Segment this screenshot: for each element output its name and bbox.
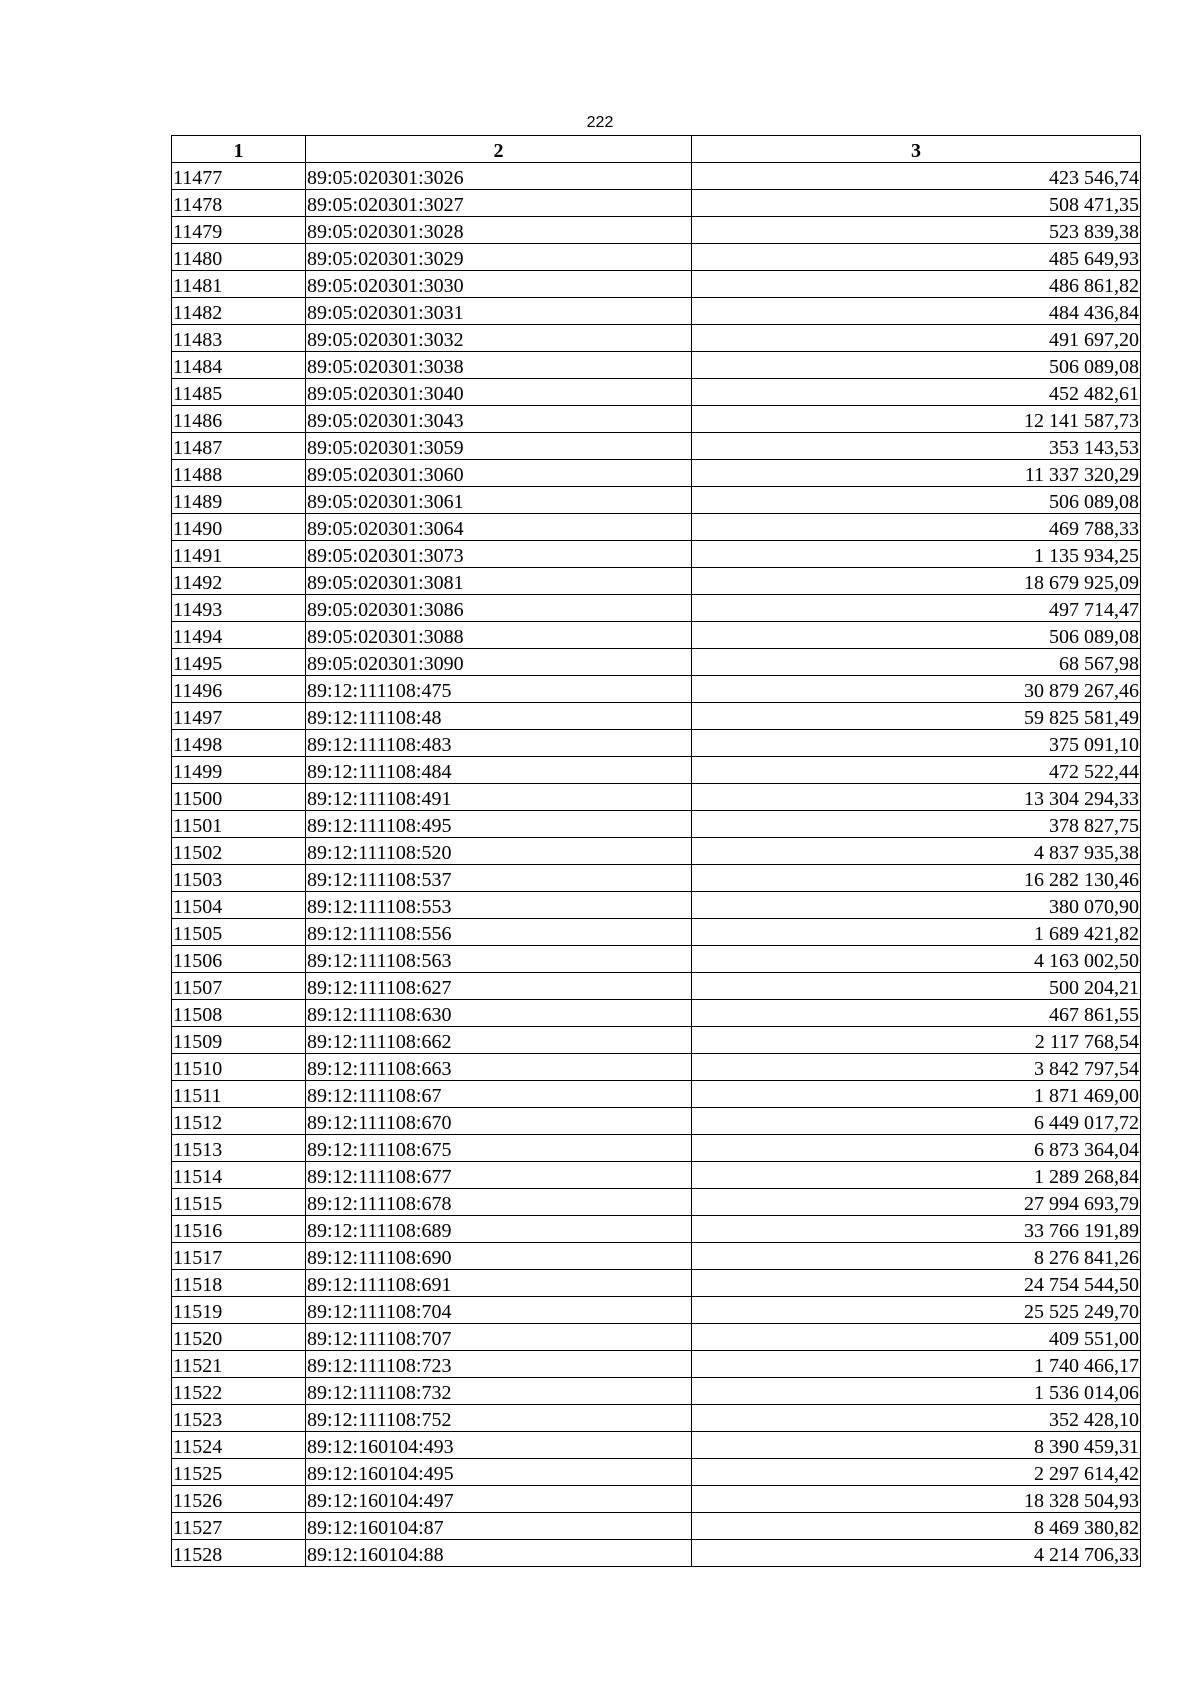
value-cell: 30 879 267,46 [692,676,1141,703]
table-row [172,676,1141,703]
row-number-cell: 11488 [172,460,306,487]
value-cell: 375 091,10 [692,730,1141,757]
row-number-cell: 11514 [172,1162,306,1189]
value-cell: 8 390 459,31 [692,1432,1141,1459]
row-number-cell: 11525 [172,1459,306,1486]
row-number-cell: 11495 [172,649,306,676]
value-cell: 25 525 249,70 [692,1297,1141,1324]
value-cell: 4 163 002,50 [692,946,1141,973]
cadastral-number-cell: 89:12:111108:732 [306,1378,692,1405]
row-number-cell: 11487 [172,433,306,460]
row-number-cell: 11500 [172,784,306,811]
row-number-cell: 11520 [172,1324,306,1351]
value-cell: 485 649,93 [692,244,1141,271]
cadastral-number-cell: 89:12:111108:689 [306,1216,692,1243]
value-cell: 8 469 380,82 [692,1513,1141,1540]
table-row [172,1189,1141,1216]
value-cell: 4 837 935,38 [692,838,1141,865]
row-number-cell: 11477 [172,163,306,190]
value-cell: 506 089,08 [692,487,1141,514]
value-cell: 59 825 581,49 [692,703,1141,730]
table-row [172,1162,1141,1189]
table-row [172,1378,1141,1405]
column-header-2: 2 [306,136,692,163]
value-cell: 27 994 693,79 [692,1189,1141,1216]
table-row [172,1216,1141,1243]
table-row [172,379,1141,406]
value-cell: 506 089,08 [692,352,1141,379]
row-number-cell: 11513 [172,1135,306,1162]
value-cell: 12 141 587,73 [692,406,1141,433]
cadastral-number-cell: 89:12:111108:752 [306,1405,692,1432]
row-number-cell: 11528 [172,1540,306,1567]
row-number-cell: 11512 [172,1108,306,1135]
cadastral-number-cell: 89:12:160104:497 [306,1486,692,1513]
cadastral-number-cell: 89:05:020301:3090 [306,649,692,676]
table-row [172,352,1141,379]
row-number-cell: 11497 [172,703,306,730]
value-cell: 1 689 421,82 [692,919,1141,946]
row-number-cell: 11480 [172,244,306,271]
cadastral-number-cell: 89:12:111108:690 [306,1243,692,1270]
table-row [172,649,1141,676]
row-number-cell: 11502 [172,838,306,865]
value-cell: 16 282 130,46 [692,865,1141,892]
value-cell: 467 861,55 [692,1000,1141,1027]
row-number-cell: 11491 [172,541,306,568]
table-row [172,1027,1141,1054]
table-row [172,1297,1141,1324]
table-row [172,244,1141,271]
value-cell: 1 871 469,00 [692,1081,1141,1108]
table-row [172,1432,1141,1459]
row-number-cell: 11508 [172,1000,306,1027]
table-row [172,1405,1141,1432]
row-number-cell: 11482 [172,298,306,325]
value-cell: 500 204,21 [692,973,1141,1000]
cadastral-number-cell: 89:12:111108:520 [306,838,692,865]
row-number-cell: 11527 [172,1513,306,1540]
table-row [172,811,1141,838]
table-row [172,217,1141,244]
table-row [172,1513,1141,1540]
value-cell: 68 567,98 [692,649,1141,676]
table-row [172,1081,1141,1108]
row-number-cell: 11492 [172,568,306,595]
value-cell: 472 522,44 [692,757,1141,784]
value-cell: 486 861,82 [692,271,1141,298]
table-row [172,271,1141,298]
value-cell: 484 436,84 [692,298,1141,325]
table-row [172,514,1141,541]
cadastral-number-cell: 89:05:020301:3081 [306,568,692,595]
cadastral-number-cell: 89:12:111108:48 [306,703,692,730]
cadastral-number-cell: 89:05:020301:3028 [306,217,692,244]
row-number-cell: 11481 [172,271,306,298]
cadastral-number-cell: 89:12:111108:495 [306,811,692,838]
value-cell: 18 328 504,93 [692,1486,1141,1513]
row-number-cell: 11478 [172,190,306,217]
row-number-cell: 11504 [172,892,306,919]
row-number-cell: 11486 [172,406,306,433]
value-cell: 2 297 614,42 [692,1459,1141,1486]
cadastral-number-cell: 89:12:111108:491 [306,784,692,811]
row-number-cell: 11522 [172,1378,306,1405]
value-cell: 497 714,47 [692,595,1141,622]
row-number-cell: 11490 [172,514,306,541]
cadastral-number-cell: 89:12:111108:723 [306,1351,692,1378]
cadastral-number-cell: 89:12:111108:537 [306,865,692,892]
value-cell: 1 135 934,25 [692,541,1141,568]
value-cell: 352 428,10 [692,1405,1141,1432]
cadastral-number-cell: 89:05:020301:3029 [306,244,692,271]
cadastral-number-cell: 89:12:111108:670 [306,1108,692,1135]
value-cell: 6 449 017,72 [692,1108,1141,1135]
cadastral-number-cell: 89:05:020301:3032 [306,325,692,352]
cadastral-number-cell: 89:12:160104:87 [306,1513,692,1540]
row-number-cell: 11496 [172,676,306,703]
table-row [172,595,1141,622]
row-number-cell: 11516 [172,1216,306,1243]
table-row [172,1000,1141,1027]
cadastral-number-cell: 89:12:111108:630 [306,1000,692,1027]
cadastral-value-table [171,135,1141,1567]
cadastral-number-cell: 89:12:111108:678 [306,1189,692,1216]
row-number-cell: 11526 [172,1486,306,1513]
row-number-cell: 11521 [172,1351,306,1378]
row-number-cell: 11489 [172,487,306,514]
row-number-cell: 11484 [172,352,306,379]
cadastral-number-cell: 89:05:020301:3061 [306,487,692,514]
table-row [172,1324,1141,1351]
value-cell: 1 740 466,17 [692,1351,1141,1378]
table-row [172,730,1141,757]
cadastral-number-cell: 89:05:020301:3059 [306,433,692,460]
row-number-cell: 11499 [172,757,306,784]
value-cell: 11 337 320,29 [692,460,1141,487]
cadastral-number-cell: 89:12:111108:707 [306,1324,692,1351]
table-row [172,1486,1141,1513]
table-row [172,1135,1141,1162]
table-row [172,703,1141,730]
cadastral-number-cell: 89:05:020301:3026 [306,163,692,190]
table-row [172,541,1141,568]
cadastral-number-cell: 89:12:111108:677 [306,1162,692,1189]
value-cell: 423 546,74 [692,163,1141,190]
table-row [172,163,1141,190]
cadastral-number-cell: 89:05:020301:3027 [306,190,692,217]
cadastral-number-cell: 89:05:020301:3038 [306,352,692,379]
row-number-cell: 11506 [172,946,306,973]
row-number-cell: 11493 [172,595,306,622]
cadastral-number-cell: 89:12:111108:704 [306,1297,692,1324]
value-cell: 380 070,90 [692,892,1141,919]
cadastral-number-cell: 89:05:020301:3088 [306,622,692,649]
row-number-cell: 11509 [172,1027,306,1054]
row-number-cell: 11494 [172,622,306,649]
table-body [172,163,1141,1567]
value-cell: 4 214 706,33 [692,1540,1141,1567]
cadastral-number-cell: 89:05:020301:3031 [306,298,692,325]
cadastral-number-cell: 89:05:020301:3086 [306,595,692,622]
row-number-cell: 11503 [172,865,306,892]
cadastral-number-cell: 89:12:111108:663 [306,1054,692,1081]
row-number-cell: 11501 [172,811,306,838]
cadastral-number-cell: 89:12:111108:556 [306,919,692,946]
column-header-3: 3 [692,136,1141,163]
table-row [172,433,1141,460]
value-cell: 409 551,00 [692,1324,1141,1351]
row-number-cell: 11511 [172,1081,306,1108]
table-row [172,190,1141,217]
row-number-cell: 11524 [172,1432,306,1459]
table-row [172,919,1141,946]
row-number-cell: 11518 [172,1270,306,1297]
value-cell: 508 471,35 [692,190,1141,217]
table-row [172,973,1141,1000]
row-number-cell: 11507 [172,973,306,1000]
cadastral-number-cell: 89:12:160104:493 [306,1432,692,1459]
cadastral-number-cell: 89:12:111108:553 [306,892,692,919]
cadastral-number-cell: 89:05:020301:3060 [306,460,692,487]
value-cell: 8 276 841,26 [692,1243,1141,1270]
table-row [172,784,1141,811]
row-number-cell: 11510 [172,1054,306,1081]
table-row [172,1540,1141,1567]
table-row [172,460,1141,487]
column-header-1: 1 [172,136,306,163]
cadastral-number-cell: 89:12:160104:88 [306,1540,692,1567]
cadastral-number-cell: 89:12:111108:67 [306,1081,692,1108]
row-number-cell: 11519 [172,1297,306,1324]
row-number-cell: 11479 [172,217,306,244]
page-number: 222 [586,114,614,131]
cadastral-number-cell: 89:12:111108:563 [306,946,692,973]
table-row [172,757,1141,784]
table-row [172,568,1141,595]
value-cell: 491 697,20 [692,325,1141,352]
table-row [172,1243,1141,1270]
cadastral-number-cell: 89:05:020301:3043 [306,406,692,433]
table-row [172,1351,1141,1378]
table-row [172,946,1141,973]
cadastral-number-cell: 89:05:020301:3073 [306,541,692,568]
table-header-row [172,136,1141,163]
table-row [172,487,1141,514]
table-row [172,838,1141,865]
cadastral-number-cell: 89:12:111108:475 [306,676,692,703]
cadastral-number-cell: 89:12:111108:691 [306,1270,692,1297]
value-cell: 1 289 268,84 [692,1162,1141,1189]
table-row [172,1459,1141,1486]
table-row [172,865,1141,892]
cadastral-number-cell: 89:12:111108:662 [306,1027,692,1054]
row-number-cell: 11505 [172,919,306,946]
value-cell: 506 089,08 [692,622,1141,649]
value-cell: 1 536 014,06 [692,1378,1141,1405]
table-row [172,1108,1141,1135]
value-cell: 13 304 294,33 [692,784,1141,811]
value-cell: 6 873 364,04 [692,1135,1141,1162]
value-cell: 33 766 191,89 [692,1216,1141,1243]
value-cell: 523 839,38 [692,217,1141,244]
table-row [172,325,1141,352]
value-cell: 353 143,53 [692,433,1141,460]
value-cell: 18 679 925,09 [692,568,1141,595]
row-number-cell: 11515 [172,1189,306,1216]
table-row [172,406,1141,433]
value-cell: 2 117 768,54 [692,1027,1141,1054]
cadastral-number-cell: 89:05:020301:3064 [306,514,692,541]
cadastral-number-cell: 89:12:160104:495 [306,1459,692,1486]
value-cell: 452 482,61 [692,379,1141,406]
value-cell: 469 788,33 [692,514,1141,541]
row-number-cell: 11517 [172,1243,306,1270]
table-row [172,892,1141,919]
cadastral-number-cell: 89:12:111108:675 [306,1135,692,1162]
table-row [172,622,1141,649]
cadastral-number-cell: 89:12:111108:483 [306,730,692,757]
row-number-cell: 11485 [172,379,306,406]
cadastral-number-cell: 89:12:111108:627 [306,973,692,1000]
value-cell: 378 827,75 [692,811,1141,838]
row-number-cell: 11523 [172,1405,306,1432]
cadastral-number-cell: 89:12:111108:484 [306,757,692,784]
table-row [172,1054,1141,1081]
value-cell: 24 754 544,50 [692,1270,1141,1297]
value-cell: 3 842 797,54 [692,1054,1141,1081]
table-row [172,298,1141,325]
table-row [172,1270,1141,1297]
row-number-cell: 11498 [172,730,306,757]
cadastral-number-cell: 89:05:020301:3030 [306,271,692,298]
row-number-cell: 11483 [172,325,306,352]
cadastral-number-cell: 89:05:020301:3040 [306,379,692,406]
